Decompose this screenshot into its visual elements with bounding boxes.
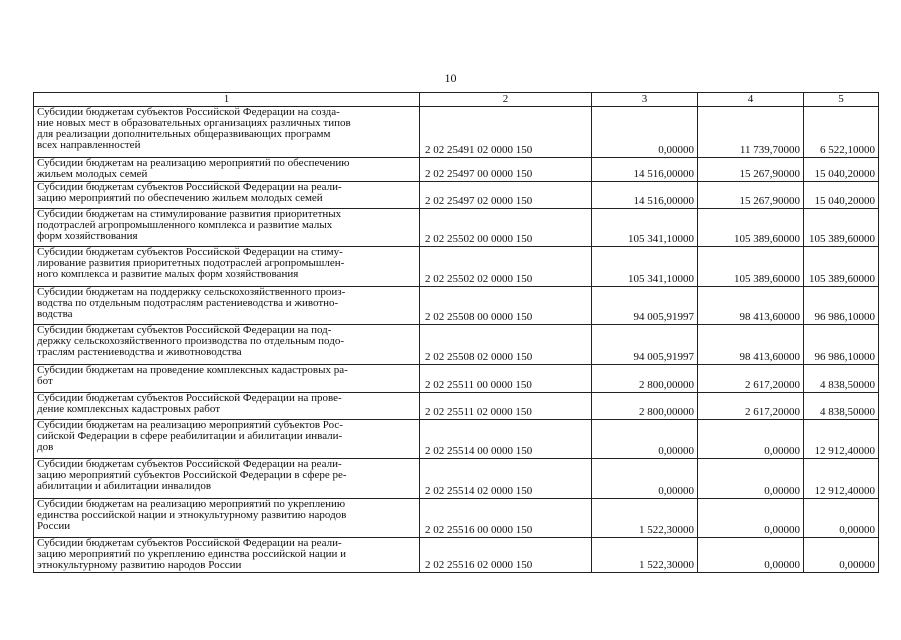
row-name-cell <box>34 287 420 325</box>
table-row <box>34 247 879 287</box>
row-value-year-1: 94 005,91997 <box>592 287 698 325</box>
row-value-year-3: 4 838,50000 <box>804 393 879 420</box>
row-name-line: Субсидии бюджетам на поддержку сельскохозяйственного произ- <box>37 286 346 298</box>
row-name-line: лирование развития приоритетных подотраслей агропромышлен- <box>37 257 345 269</box>
row-value-year-1: 14 516,00000 <box>592 158 698 182</box>
row-name-line: зацию мероприятий по обеспечению жильем молодых семей <box>37 192 323 204</box>
row-code-cell: 2 02 25502 02 0000 150 <box>420 247 592 287</box>
row-name-line: траслям растениеводства и животноводства <box>37 346 242 358</box>
row-value-year-3: 105 389,60000 <box>804 209 879 247</box>
row-value-year-3: 0,00000 <box>804 538 879 573</box>
table-row <box>34 158 879 182</box>
row-value-year-3: 6 522,10000 <box>804 107 879 158</box>
row-name-line: держку сельскохозяйственного производства по отдельным подо- <box>37 335 344 347</box>
row-name-line: зацию мероприятий субъектов Российской Федерации в сфере ре- <box>37 469 347 481</box>
row-name-line: России <box>37 520 71 532</box>
row-value-year-1: 105 341,10000 <box>592 209 698 247</box>
row-value-year-1: 1 522,30000 <box>592 538 698 573</box>
row-value-year-1: 105 341,10000 <box>592 247 698 287</box>
row-code-cell: 2 02 25516 02 0000 150 <box>420 538 592 573</box>
row-name-line: единства российской нации и этнокультурному развитию народов <box>37 509 347 521</box>
row-value-year-1: 2 800,00000 <box>592 393 698 420</box>
row-name-line: абилитации и абилитации инвалидов <box>37 480 212 492</box>
row-value-year-1: 1 522,30000 <box>592 499 698 538</box>
row-value-year-3: 105 389,60000 <box>804 247 879 287</box>
row-name-line: жильем молодых семей <box>37 168 148 180</box>
row-name-line: подотраслей агропромышленного комплекса и развитие малых <box>37 219 333 231</box>
table-row <box>34 365 879 393</box>
row-value-year-1: 14 516,00000 <box>592 182 698 209</box>
row-code-cell: 2 02 25514 00 0000 150 <box>420 420 592 459</box>
row-value-year-3: 4 838,50000 <box>804 365 879 393</box>
row-name-line: Субсидии бюджетам на реализацию мероприятий субъектов Рос- <box>37 419 343 431</box>
row-name-line: дение комплексных кадастровых работ <box>37 403 220 415</box>
row-value-year-3: 96 986,10000 <box>804 287 879 325</box>
row-name-cell <box>34 107 420 158</box>
row-value-year-2: 0,00000 <box>698 459 804 499</box>
row-value-year-2: 0,00000 <box>698 538 804 573</box>
row-name-line: форм хозяйствования <box>37 230 138 242</box>
row-name-line: для реализации дополнительных общеразвивающих программ <box>37 128 331 140</box>
row-name-line: всех направленностей <box>37 139 141 151</box>
row-name-line: Субсидии бюджетам субъектов Российской Федерации на созда- <box>37 106 340 118</box>
column-header-year-2: 4 <box>698 93 804 107</box>
row-name-line: Субсидии бюджетам на реализацию мероприятий по обеспечению <box>37 157 350 169</box>
row-value-year-2: 2 617,20000 <box>698 365 804 393</box>
row-value-year-2: 105 389,60000 <box>698 247 804 287</box>
row-name-line: дов <box>37 441 54 453</box>
row-name-line: Субсидии бюджетам на проведение комплексных кадастровых ра- <box>37 364 348 376</box>
row-value-year-1: 0,00000 <box>592 420 698 459</box>
row-name-cell <box>34 209 420 247</box>
row-name-line: зацию мероприятий по укреплению единства российской нации и <box>37 548 346 560</box>
row-code-cell: 2 02 25497 02 0000 150 <box>420 182 592 209</box>
row-name-line: Субсидии бюджетам субъектов Российской Федерации на реали- <box>37 458 342 470</box>
table-row <box>34 107 879 158</box>
row-value-year-1: 0,00000 <box>592 107 698 158</box>
row-value-year-2: 0,00000 <box>698 499 804 538</box>
row-code-cell: 2 02 25511 00 0000 150 <box>420 365 592 393</box>
table-row <box>34 325 879 365</box>
row-name-cell <box>34 499 420 538</box>
row-name-line: бот <box>37 375 53 387</box>
table-row <box>34 182 879 209</box>
row-code-cell: 2 02 25511 02 0000 150 <box>420 393 592 420</box>
row-name-line: ного комплекса и развитие малых форм хозяйствования <box>37 268 299 280</box>
row-value-year-2: 11 739,70000 <box>698 107 804 158</box>
row-value-year-2: 15 267,90000 <box>698 158 804 182</box>
table-row <box>34 538 879 573</box>
row-name-line: Субсидии бюджетам на стимулирование развития приоритетных <box>37 208 342 220</box>
row-name-cell <box>34 393 420 420</box>
page-number: 10 <box>444 71 457 85</box>
row-name-line: водства по отдельным подотраслям растениеводства и животно- <box>37 297 339 309</box>
row-code-cell: 2 02 25514 02 0000 150 <box>420 459 592 499</box>
row-name-cell <box>34 459 420 499</box>
column-header-code: 2 <box>420 93 592 107</box>
table-row <box>34 420 879 459</box>
row-value-year-2: 98 413,60000 <box>698 287 804 325</box>
row-value-year-3: 15 040,20000 <box>804 158 879 182</box>
row-name-line: Субсидии бюджетам субъектов Российской Федерации на под- <box>37 324 332 336</box>
row-value-year-1: 0,00000 <box>592 459 698 499</box>
row-name-line: Субсидии бюджетам на реализацию мероприятий по укреплению <box>37 498 346 510</box>
row-value-year-3: 12 912,40000 <box>804 420 879 459</box>
column-header-year-1: 3 <box>592 93 698 107</box>
table-row <box>34 459 879 499</box>
row-name-cell <box>34 420 420 459</box>
row-code-cell: 2 02 25516 00 0000 150 <box>420 499 592 538</box>
table-body <box>34 93 879 573</box>
row-code-cell: 2 02 25497 00 0000 150 <box>420 158 592 182</box>
row-name-line: Субсидии бюджетам субъектов Российской Федерации на реали- <box>37 537 342 549</box>
table-row <box>34 499 879 538</box>
row-value-year-2: 105 389,60000 <box>698 209 804 247</box>
row-value-year-3: 96 986,10000 <box>804 325 879 365</box>
row-code-cell: 2 02 25508 02 0000 150 <box>420 325 592 365</box>
row-name-line: Субсидии бюджетам субъектов Российской Федерации на прове- <box>37 392 342 404</box>
table-row <box>34 209 879 247</box>
row-name-cell <box>34 538 420 573</box>
row-value-year-2: 98 413,60000 <box>698 325 804 365</box>
row-name-cell <box>34 325 420 365</box>
row-name-line: Субсидии бюджетам субъектов Российской Федерации на стиму- <box>37 246 343 258</box>
row-code-cell: 2 02 25491 02 0000 150 <box>420 107 592 158</box>
row-name-cell <box>34 247 420 287</box>
row-value-year-2: 2 617,20000 <box>698 393 804 420</box>
row-name-cell <box>34 182 420 209</box>
row-name-line: сийской Федерации в сфере реабилитации и абилитации инвали- <box>37 430 343 442</box>
column-header-year-3: 5 <box>804 93 879 107</box>
row-value-year-3: 0,00000 <box>804 499 879 538</box>
row-value-year-1: 2 800,00000 <box>592 365 698 393</box>
row-name-line: водства <box>37 308 73 320</box>
row-value-year-3: 15 040,20000 <box>804 182 879 209</box>
table-row <box>34 393 879 420</box>
row-value-year-1: 94 005,91997 <box>592 325 698 365</box>
row-name-line: этнокультурному развитию народов России <box>37 559 242 571</box>
row-value-year-2: 15 267,90000 <box>698 182 804 209</box>
column-header-name: 1 <box>34 93 420 107</box>
row-value-year-3: 12 912,40000 <box>804 459 879 499</box>
row-name-line: ние новых мест в образовательных организациях различных типов <box>37 117 351 129</box>
header-row <box>34 93 879 107</box>
row-name-cell <box>34 158 420 182</box>
table-row <box>34 287 879 325</box>
row-name-cell <box>34 365 420 393</box>
revenue-table <box>33 92 879 573</box>
row-code-cell: 2 02 25508 00 0000 150 <box>420 287 592 325</box>
row-value-year-2: 0,00000 <box>698 420 804 459</box>
row-name-line: Субсидии бюджетам субъектов Российской Федерации на реали- <box>37 181 342 193</box>
row-code-cell: 2 02 25502 00 0000 150 <box>420 209 592 247</box>
